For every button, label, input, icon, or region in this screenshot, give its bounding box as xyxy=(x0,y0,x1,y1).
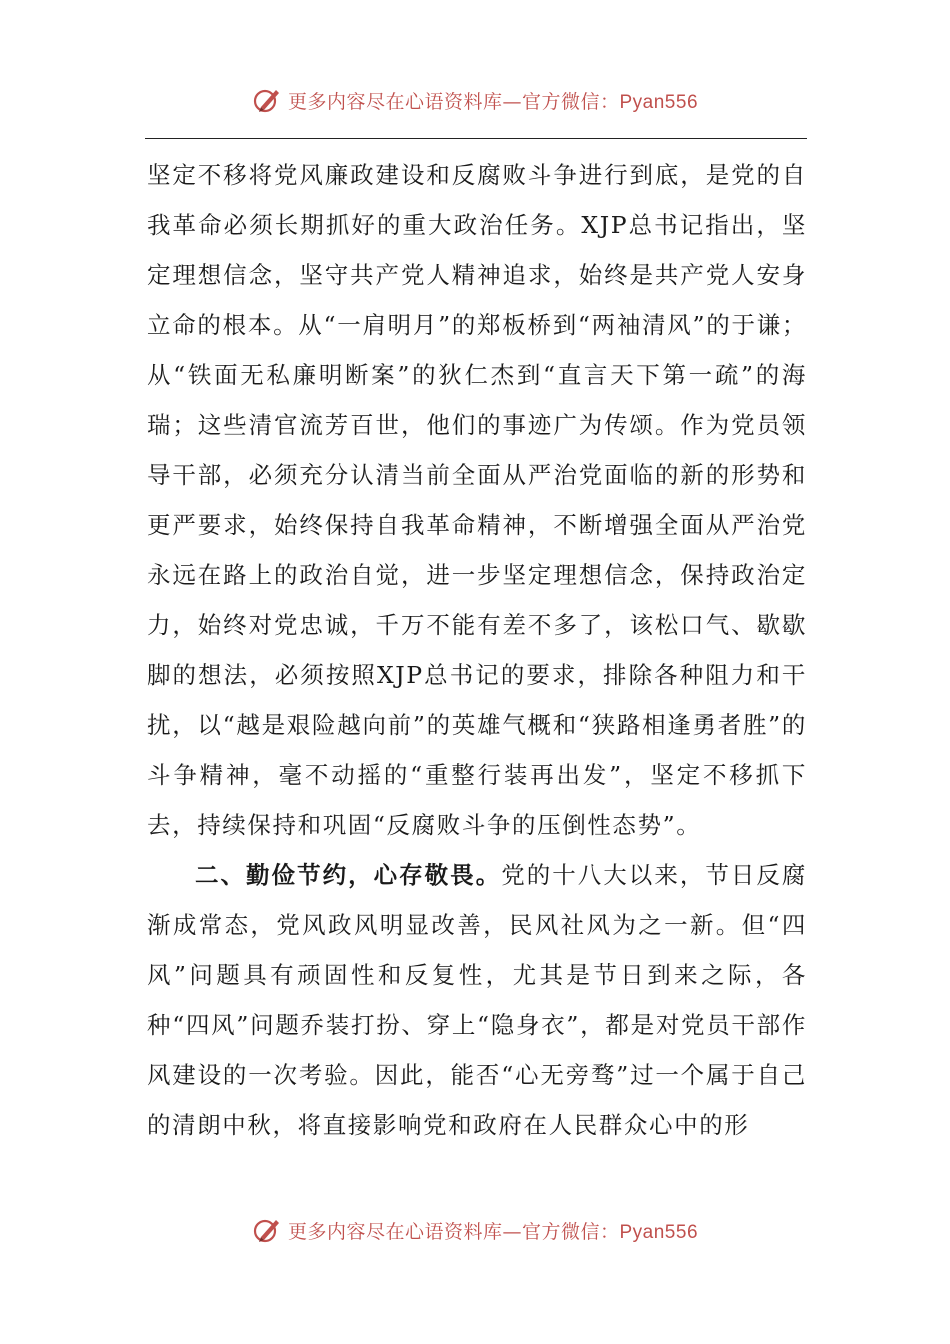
document-body xyxy=(147,150,807,1150)
pen-logo-icon xyxy=(252,85,282,115)
watermark-text: 更多内容尽在心语资料库—官方微信：Pyan556 xyxy=(287,90,699,113)
header-divider xyxy=(145,138,807,139)
header-watermark xyxy=(0,80,950,120)
paragraph-2 xyxy=(147,850,807,1150)
footer-watermark xyxy=(0,1210,950,1250)
pen-logo-icon xyxy=(252,1215,282,1245)
watermark-text: 更多内容尽在心语资料库—官方微信：Pyan556 xyxy=(287,1220,699,1243)
paragraph-2-text: 党的十八大以来，节日反腐渐成常态，党风政风明显改善，民风社风为之一新。但“四风”问题具有顽固性和反复性，尤其是节日到来之际，各种“四风”问题乔装打扮、穿上“隐身衣”，都是对党员干部作风建设的一次考验。因此，能否“心无旁骛”过一个属于自己的清朗中秋，将直接影响党和政府在人民群众心中的形 xyxy=(147,861,808,1139)
paragraph-1: 坚定不移将党风廉政建设和反腐败斗争进行到底，是党的自我革命必须长期抓好的重大政治任务。XJP总书记指出，坚定理想信念，坚守共产党人精神追求，始终是共产党人安身立命的根本。从“一肩明月”的郑板桥到“两袖清风”的于谦；从“铁面无私廉明断案”的狄仁杰到“直言天下第一疏”的海瑞；这些清官流芳百世，他们的事迹广为传颂。作为党员领导干部，必须充分认清当前全面从严治党面临的新的形势和更严要求，始终保持自我革命精神，不断增强全面从严治党永远在路上的政治自觉，进一步坚定理想信念，保持政治定力，始终对党忠诚，千万不能有差不多了，该松口气、歇歇脚的想法，必须按照XJP总书记的要求，排除各种阻力和干扰，以“越是艰险越向前”的英雄气概和“狭路相逢勇者胜”的斗争精神，毫不动摇的“重整行装再出发”，坚定不移抓下去，持续保持和巩固“反腐败斗争的压倒性态势”。 xyxy=(147,161,807,839)
section-heading: 二、勤俭节约，心存敬畏。 xyxy=(195,861,502,889)
wechat-id: Pyan556 xyxy=(619,91,699,113)
wechat-id: Pyan556 xyxy=(619,1221,699,1243)
